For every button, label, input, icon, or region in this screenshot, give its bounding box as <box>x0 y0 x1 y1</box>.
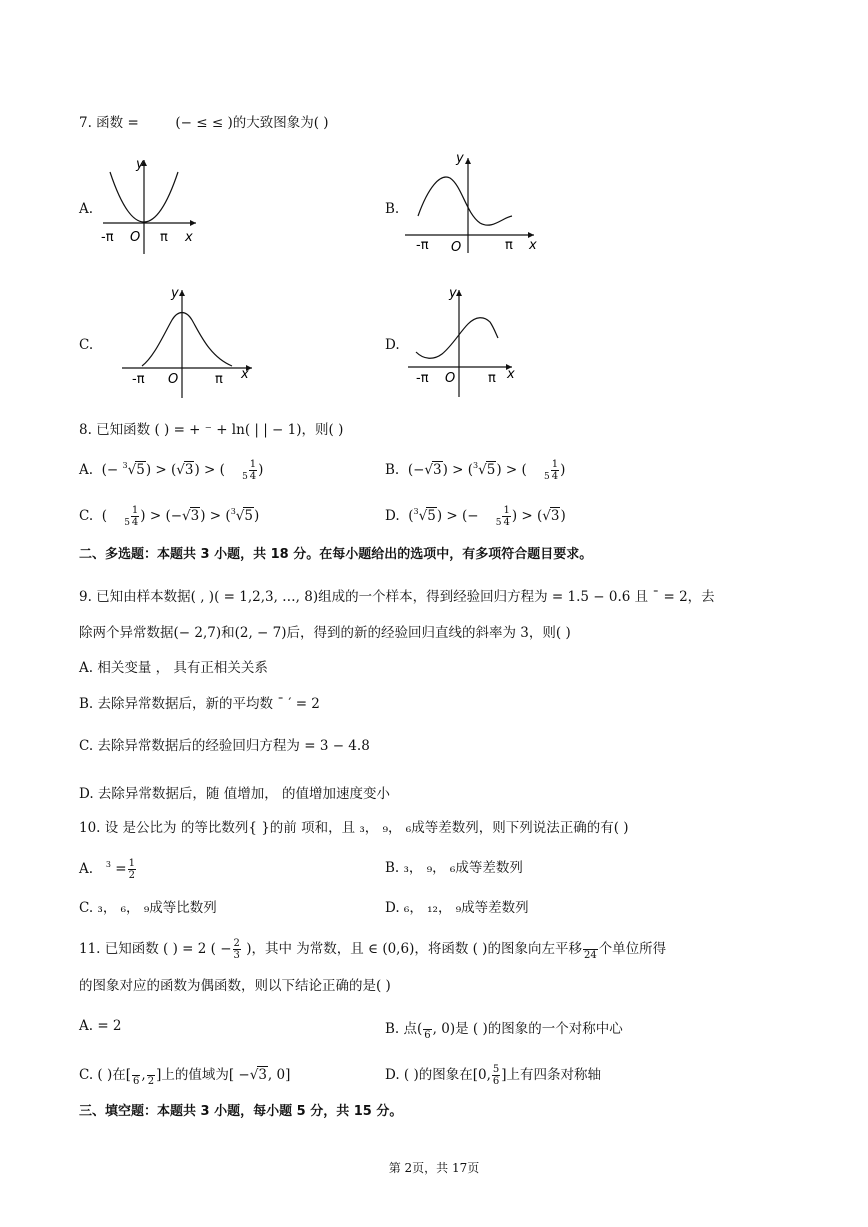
q11-option-c: C. ( )在[ 6 , 2 ]上的值域为[ −√3, 0] <box>79 1064 290 1087</box>
q7-graph-a <box>98 150 208 258</box>
q8-a-radicand2: 3 <box>184 462 194 478</box>
q8-a-text1: (− <box>101 462 123 478</box>
q11-b-frac-den: 6 <box>424 1030 431 1041</box>
q8-b-sub: 5 <box>543 472 550 482</box>
q8-a-text2: ) > ( <box>145 462 177 478</box>
q11-d-frac-den: 6 <box>492 1076 500 1087</box>
q8-b-frac-num: 1 <box>551 459 559 470</box>
q9-option-a: A. 相关变量 ， 具有正相关关系 <box>79 660 268 676</box>
x-label: x <box>507 367 515 382</box>
x-label: x <box>241 367 249 382</box>
q11-b-a: B. 点( <box>385 1021 423 1037</box>
q8-c-frac-num: 1 <box>131 505 139 516</box>
x-label: x <box>185 230 193 245</box>
q8-c-text2: ) > (− <box>140 508 183 524</box>
q11-stem1a: 11. 已知函数 ( ) = 2 ( − <box>79 941 232 957</box>
q7-option-d-label: D. <box>385 337 400 353</box>
q8-a-label: A. <box>79 462 94 478</box>
curve-d <box>416 318 498 359</box>
neg-pi-label: -π <box>416 371 429 386</box>
q11-d-frac-num: 5 <box>492 1064 500 1075</box>
q11-d-b: ]上有四条对称轴 <box>501 1067 602 1083</box>
q11-c-c: , 0] <box>267 1067 291 1083</box>
q8-c-text1: ( <box>101 508 108 524</box>
q7-stem-a: 7. 函数 = <box>79 115 139 131</box>
q8-a-frac-num: 1 <box>249 459 257 470</box>
q8-d-radicand1: 5 <box>427 508 436 524</box>
q11-stem1b: )，其中 为常数，且 ∈ (0,6)，将函数 ( )的图象向左平移 <box>241 941 582 957</box>
q8-a-text3: ) > ( <box>194 462 225 478</box>
q8-a-index: 3 <box>122 461 128 470</box>
q8-b-radicand1: 3 <box>433 462 442 478</box>
q8-a-frac-den: 4 <box>249 471 257 482</box>
q8-d-end: ) <box>560 508 566 524</box>
origin-label: O <box>168 372 179 387</box>
q8-d-frac-den: 4 <box>503 517 510 528</box>
q11-c-frac1 <box>132 1064 140 1087</box>
q8-option-a: A. (− $^3$√5) > (√3) > ( $_5$ $\frac{1}{4}$ ) <box>79 459 264 482</box>
q8-d-radicand2: 3 <box>550 508 560 524</box>
q8-option-b: B. (−√3) > ($^3$√5) > ( $_5$ $\frac{1}{4}$ ) <box>385 459 566 482</box>
q10-stem: 10. 设 是公比为 的等比数列{ }的前 项和，且 ₃， ₉， ₆成等差数列，则下列说法正确的有( ) <box>79 820 629 836</box>
q8-stem: 8. 已知函数 ( ) = + ⁻ + ln( | | − 1)，则( ) <box>79 422 344 438</box>
q7-graph-b <box>402 148 547 256</box>
page-footer: 第 2页，共 17页 <box>388 1161 480 1175</box>
q8-d-sub: 5 <box>495 518 502 528</box>
q11-stem-frac-num: 2 <box>233 938 240 949</box>
q8-b-text3: ) > ( <box>496 462 527 478</box>
q8-c-text3: ) > ( <box>200 508 231 524</box>
section-2-heading: 二、多选题：本题共 3 小题，共 18 分。在每小题给出的选项中，有多项符合题目要求。 <box>79 547 593 562</box>
q8-c-radicand2: 5 <box>244 508 253 524</box>
q8-c-end: ) <box>253 508 260 524</box>
q11-c-radicand: 3 <box>258 1067 267 1083</box>
q11-c-frac1-num <box>132 1064 140 1076</box>
q11-stem-frac <box>233 938 241 961</box>
q9-option-b: B. 去除异常数据后，新的平均数 ¯ ′ = 2 <box>79 696 320 712</box>
q8-b-index: 3 <box>473 461 479 470</box>
q11-c-a: C. ( )在[ <box>79 1067 132 1083</box>
q11-shift-frac-num <box>583 938 598 950</box>
pi-label: π <box>215 372 223 387</box>
q8-c-radicand1: 3 <box>190 508 200 524</box>
q8-d-text2: ) > (− <box>436 508 479 524</box>
pi-label: π <box>160 230 168 245</box>
q10-a-sup: 3 <box>105 860 112 869</box>
q8-a-frac <box>249 459 257 482</box>
pi-label: π <box>505 238 513 253</box>
q8-c-label: C. <box>79 508 94 524</box>
section-3-heading: 三、填空题：本题共 3 小题，每小题 5 分，共 15 分。 <box>79 1104 403 1119</box>
q7-stem <box>79 115 329 131</box>
curve-c <box>142 313 232 367</box>
neg-pi-label: -π <box>132 372 145 387</box>
q8-c-index: 3 <box>230 507 236 516</box>
q11-b-b: , 0)是 ( )的图象的一个对称中心 <box>432 1021 623 1037</box>
q11-c-frac2-num <box>147 1064 155 1076</box>
q10-a-eq: = <box>111 861 127 877</box>
q9-option-c: C. 去除异常数据后的经验回归方程为 = 3 − 4.8 <box>79 738 370 754</box>
x-axis-arrow <box>190 220 196 226</box>
q7-stem-b: (− ≤ ≤ )的大致图象为( ) <box>175 115 329 131</box>
q11-stem-line2: 的图象对应的函数为偶函数，则以下结论正确的是( ) <box>79 978 391 994</box>
q11-d-frac <box>492 1064 500 1087</box>
y-axis-arrow <box>179 290 185 296</box>
neg-pi-label: -π <box>416 238 429 253</box>
q10-a-frac <box>128 858 136 881</box>
q9-stem-line2: 除两个异常数据(− 2,7)和(2, − 7)后，得到的新的经验回归直线的斜率为 3，则( ) <box>79 625 571 641</box>
q8-b-frac-den: 4 <box>551 471 559 482</box>
q8-d-frac-num: 1 <box>503 505 510 516</box>
q11-shift-frac-den: 24 <box>583 950 597 961</box>
q11-b-frac-num <box>423 1018 431 1030</box>
q11-c-b: ]上的值域为[ − <box>156 1067 250 1083</box>
origin-label: O <box>451 240 462 255</box>
q8-d-index: 3 <box>413 507 419 516</box>
q10-a-frac-num: 1 <box>128 858 135 869</box>
q8-d-text1: ( <box>408 508 414 524</box>
y-label: y <box>456 151 464 166</box>
q10-option-b: B. ₃， ₉， ₆成等差数列 <box>385 860 523 876</box>
q8-b-label: B. <box>385 462 400 478</box>
q10-option-a <box>79 858 137 881</box>
q8-b-text2: ) > ( <box>442 462 474 478</box>
y-axis-arrow <box>456 290 462 296</box>
q8-c-frac-den: 4 <box>131 517 139 528</box>
q11-stem-line1 <box>79 938 666 961</box>
q8-d-label: D. <box>385 508 400 524</box>
curve-b <box>418 177 512 225</box>
q11-stem-frac-den: 3 <box>233 950 240 961</box>
q8-d-frac <box>502 505 510 528</box>
q8-a-radicand1: 5 <box>136 462 145 478</box>
q7-option-c-label: C. <box>79 337 94 353</box>
q9-stem-line1: 9. 已知由样本数据( , )( = 1,2,3, …, 8)组成的一个样本，得到经验回归方程为 = 1.5 − 0.6 且 ¯ = 2，去 <box>79 589 715 605</box>
q8-c-frac <box>131 505 139 528</box>
pi-label: π <box>488 371 496 386</box>
q7-graph-c <box>120 282 260 400</box>
origin-label: O <box>445 371 456 386</box>
q8-a-end: ) <box>258 462 264 478</box>
q9-option-d: D. 去除异常数据后，随 值增加， 的值增加速度变小 <box>79 786 391 802</box>
y-axis-arrow <box>465 158 471 164</box>
q8-c-sub: 5 <box>124 518 130 528</box>
q8-option-d: D. ($^3$√5) > (− $_5$ $\frac{1}{4}$ ) > (√3) <box>385 505 566 528</box>
q11-option-a: A. = 2 <box>79 1018 122 1034</box>
q8-b-radicand2: 5 <box>486 462 496 478</box>
q10-a-frac-den: 2 <box>128 870 135 881</box>
q11-c-frac2 <box>147 1064 155 1087</box>
q10-option-d: D. ₆， ₁₂， ₉成等差数列 <box>385 900 529 916</box>
y-label: y <box>136 157 144 172</box>
q7-option-b-label: B. <box>385 201 400 217</box>
q8-a-sub: 5 <box>242 472 248 482</box>
q11-shift-frac <box>583 938 598 961</box>
y-label: y <box>171 286 179 301</box>
q11-c-comma: , <box>141 1067 146 1083</box>
x-label: x <box>529 238 537 253</box>
origin-label: O <box>130 230 141 245</box>
q10-option-c: C. ₃， ₆， ₉成等比数列 <box>79 900 217 916</box>
q8-b-text1: (− <box>407 462 425 478</box>
q8-d-text3: ) > ( <box>511 508 543 524</box>
y-label: y <box>449 286 457 301</box>
q11-c-frac1-den: 6 <box>133 1076 140 1087</box>
q7-option-a-label: A. <box>79 201 94 217</box>
q8-option-c: C. ( $_5$ $\frac{1}{4}$ ) > (−√3) > ($^3$√5) <box>79 505 260 528</box>
neg-pi-label: -π <box>101 230 114 245</box>
q11-b-frac <box>423 1018 431 1041</box>
q8-b-end: ) <box>560 462 566 478</box>
q11-c-frac2-den: 2 <box>147 1076 155 1087</box>
q11-option-d <box>385 1064 601 1087</box>
q10-a-label: A. <box>79 861 94 877</box>
q8-b-frac <box>551 459 559 482</box>
q7-graph-d <box>404 282 524 400</box>
q11-d-a: D. ( )的图象在[0, <box>385 1067 491 1083</box>
q11-stem1c: 个单位所得 <box>598 941 667 957</box>
q11-option-b <box>385 1018 623 1041</box>
